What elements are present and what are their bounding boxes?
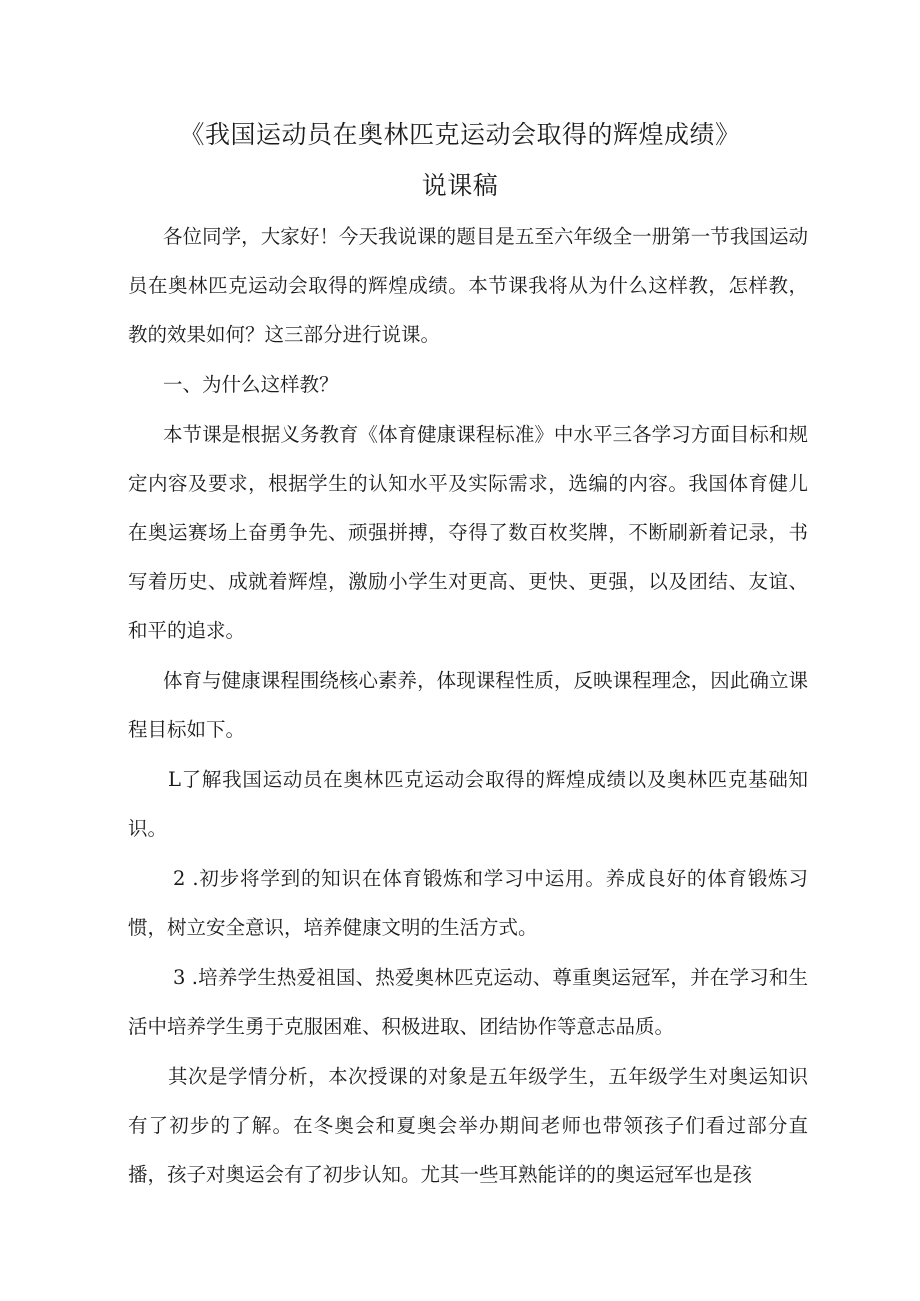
document-title: 《我国运动员在奥林匹克运动会取得的辉煌成绩》 <box>179 120 741 149</box>
goal-item-3: 3 .培养学生热爱祖国、热爱奥林匹克运动、尊重奥运冠军，并在学习和生活中培养学生勇于克服困难、积极进取、团结协作等意志品质。 <box>128 966 808 1038</box>
paragraph-goals-intro: 体育与健康课程围绕核心素养，体现课程性质，反映课程理念，因此确立课程目标如下。 <box>128 669 808 741</box>
section-heading-1: 一、为什么这样教？ <box>163 373 339 396</box>
document-body <box>128 212 808 1199</box>
document-subtitle: 说课稿 <box>421 171 499 200</box>
paragraph-basis: 本节课是根据义务教育《体育健康课程标准》中水平三各学习方面目标和规定内容及要求，根据学生的认知水平及实际需求，选编的内容。我国体育健儿在奥运赛场上奋勇争先、顽强拼搏，夺得了数百枚奖牌，不断刷新着记录，书写着历史、成就着辉煌，激励小学生对更高、更快、更强，以及团结、友谊、和平的追求。 <box>128 423 808 642</box>
paragraph-intro: 各位同学，大家好！今天我说课的题目是五至六年级全一册第一节我国运动员在奥林匹克运动会取得的辉煌成绩。本节课我将从为什么这样教，怎样教，教的效果如何？这三部分进行说课。 <box>128 225 808 346</box>
goal-item-1: L了解我国运动员在奥林匹克运动会取得的辉煌成绩以及奥林匹克基础知识。 <box>128 768 808 840</box>
goal-item-2: 2 .初步将学到的知识在体育锻炼和学习中运用。养成良好的体育锻炼习惯，树立安全意识，培养健康文明的生活方式。 <box>128 867 808 939</box>
paragraph-learner-analysis: 其次是学情分析，本次授课的对象是五年级学生，五年级学生对奥运知识有了初步的了解。在冬奥会和夏奥会举办期间老师也带领孩子们看过部分直播，孩子对奥运会有了初步认知。尤其一些耳熟能详的的奥运冠军也是孩 <box>128 1065 808 1186</box>
